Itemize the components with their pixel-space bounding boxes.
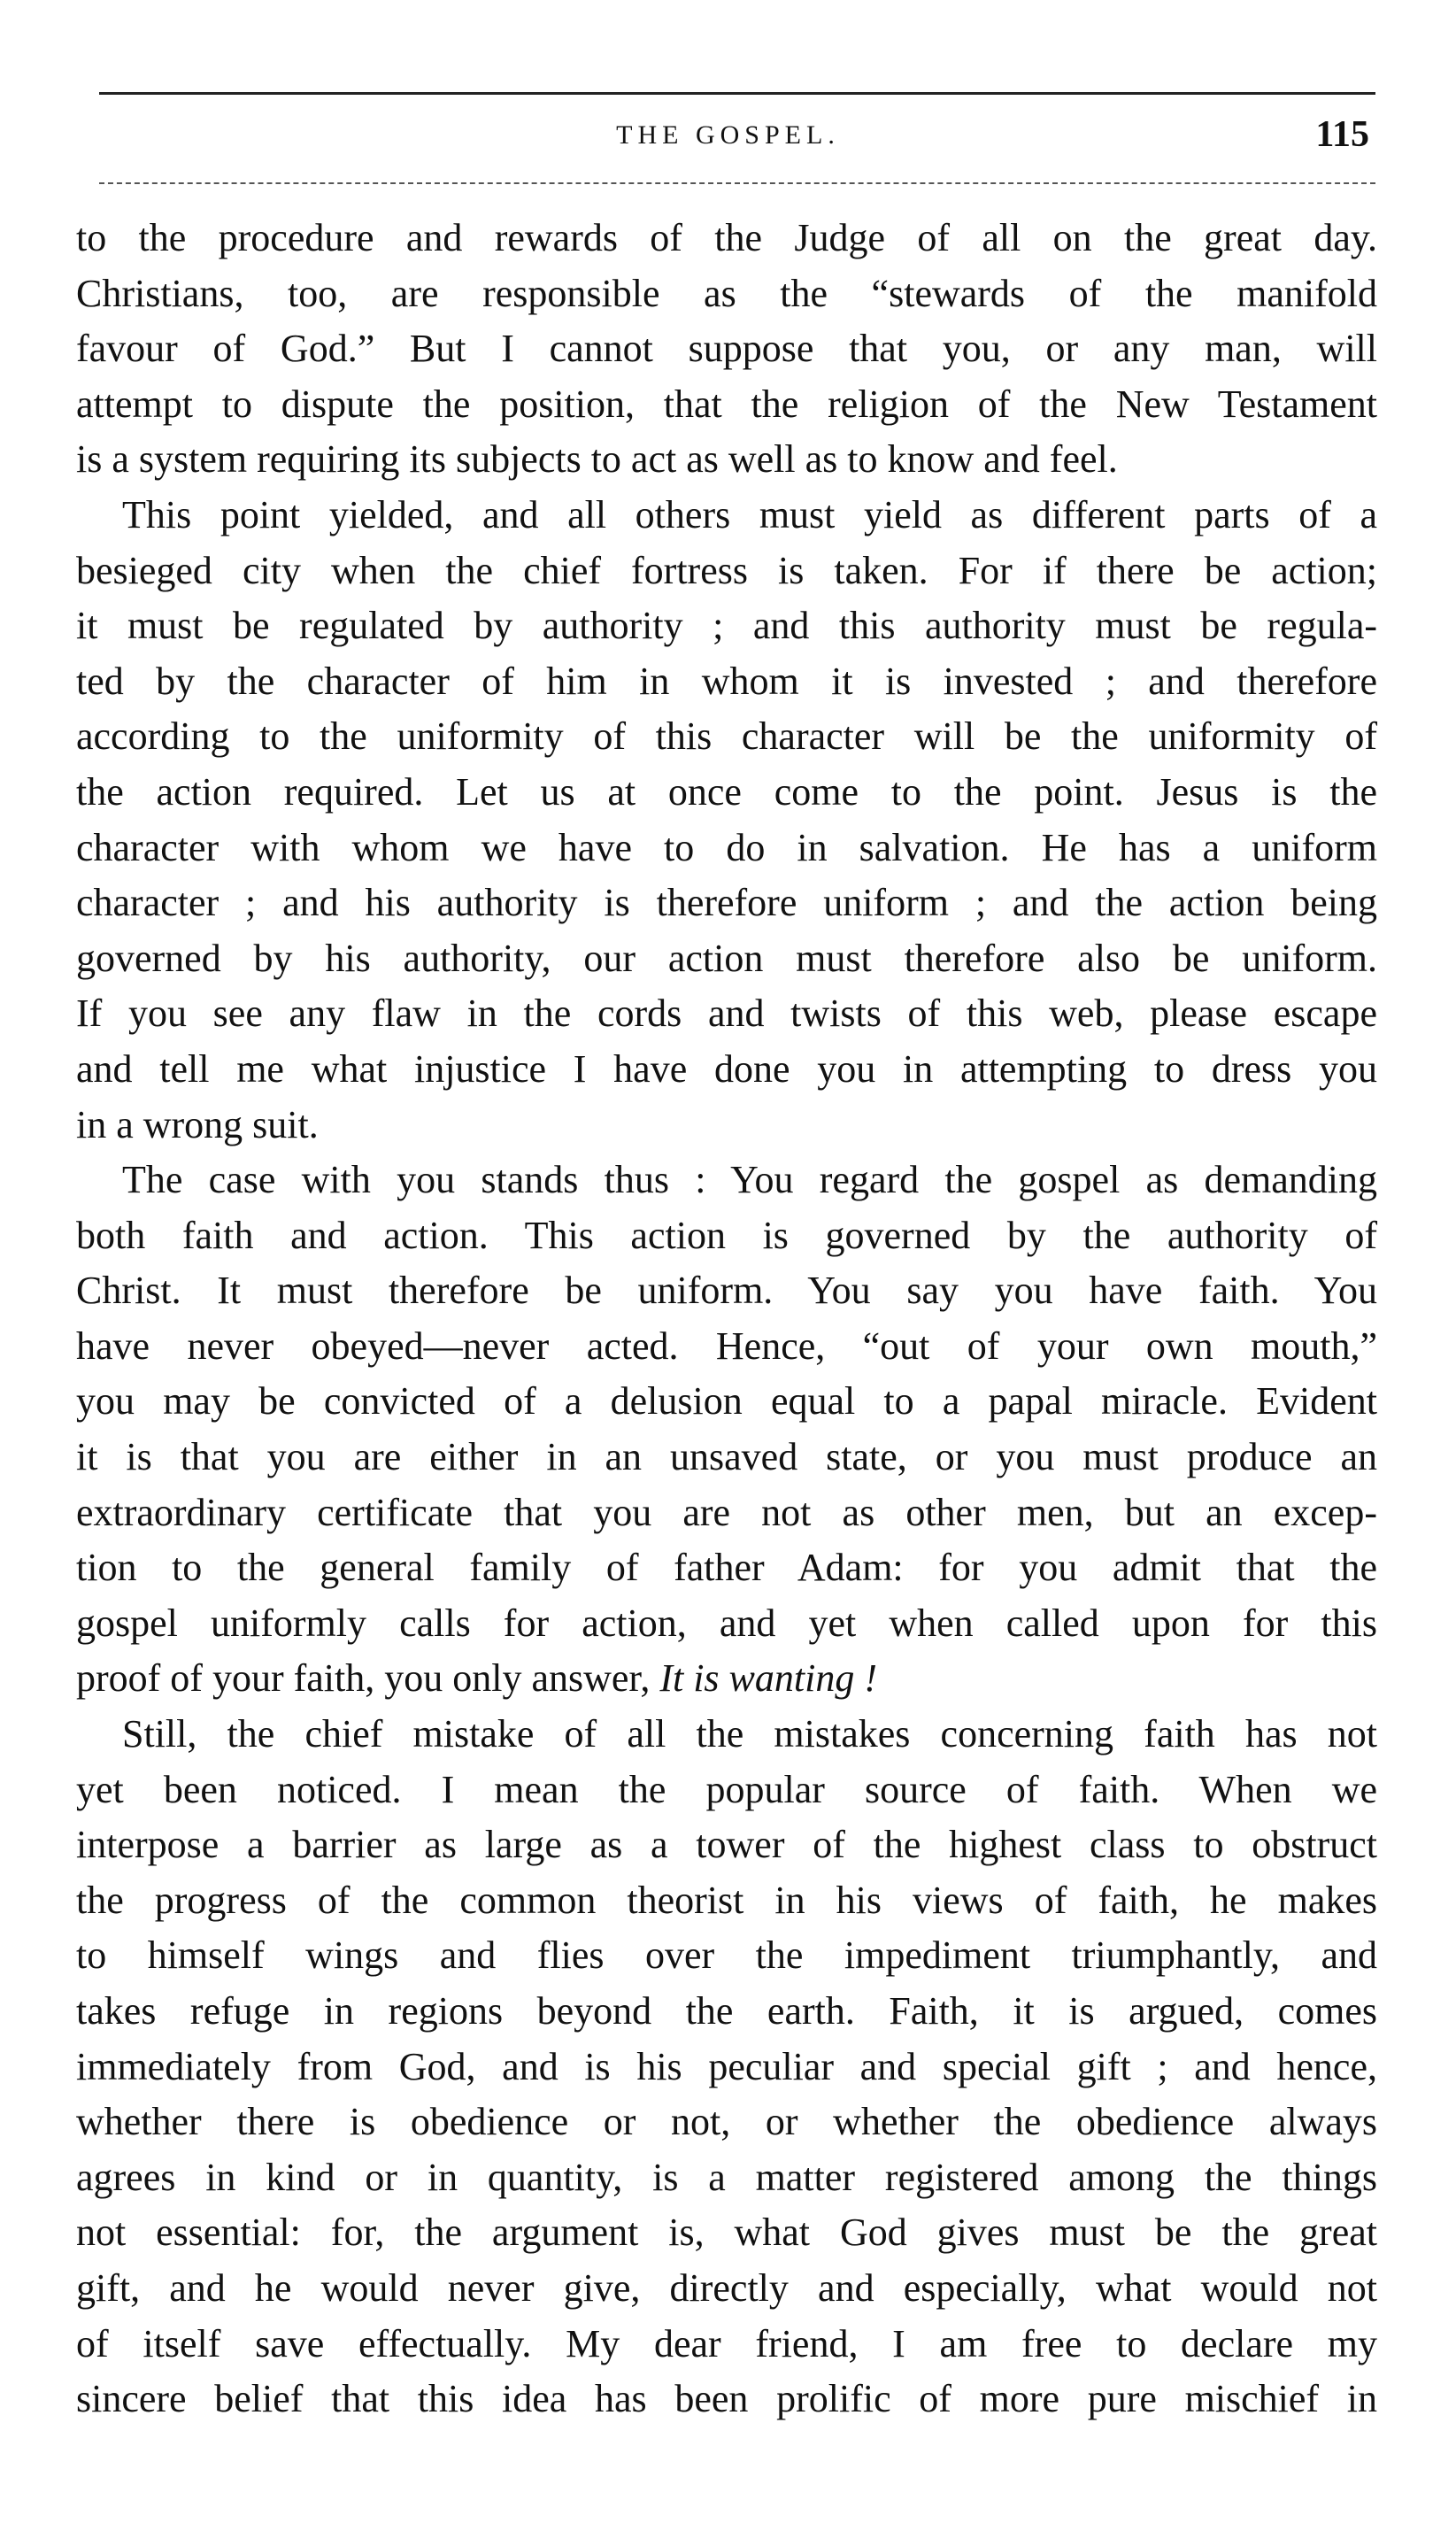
text-line: the progress of the common theorist in his views of faith, he makes	[76, 1878, 1377, 1922]
text-line: to the procedure and rewards of the Judge of all on the great day.	[76, 216, 1377, 259]
header-rule-bottom	[99, 182, 1375, 184]
text-line: both faith and action. This action is governed by the authority of	[76, 1213, 1377, 1257]
text-line: attempt to dispute the position, that the religion of the New Testament	[76, 382, 1377, 426]
header-rule-top	[99, 92, 1375, 95]
text-line: gift, and he would never give, directly and especially, what would not	[76, 2265, 1377, 2310]
running-head	[0, 113, 1456, 166]
text-line: tion to the general family of father Adam: for you admit that the	[76, 1546, 1377, 1590]
text-line: character ; and his authority is therefore uniform ; and the action being	[76, 881, 1377, 925]
text-line: interpose a barrier as large as a tower of the highest class to obstruct	[76, 1823, 1377, 1867]
text-line: according to the uniformity of this character will be the uniformity of	[76, 714, 1377, 759]
body-text	[76, 211, 1377, 2427]
text-line: proof of your faith, you only answer, It is wanting !	[76, 1656, 877, 1701]
text-line: is a system requiring its subjects to act as well as to know and feel.	[76, 437, 1118, 482]
text-line: character with whom we have to do in salvation. He has a uniform	[76, 825, 1377, 869]
text-line: favour of God.” But I cannot suppose that you, or any man, will	[76, 327, 1377, 371]
text-line: it is that you are either in an unsaved state, or you must produce an	[76, 1435, 1377, 1479]
text-line: gospel uniformly calls for action, and yet when called upon for this	[76, 1601, 1377, 1645]
text-line: have never obeyed—never acted. Hence, “out of your own mouth,”	[76, 1323, 1377, 1368]
text-line: the action required. Let us at once come to the point. Jesus is the	[76, 769, 1377, 814]
text-line: you may be convicted of a delusion equal to a papal miracle. Evident	[76, 1379, 1377, 1424]
running-title: THE GOSPEL.	[616, 120, 840, 150]
text-line: immediately from God, and is his peculiar and special gift ; and hence,	[76, 2044, 1377, 2088]
text-line: This point yielded, and all others must yield as different parts of a	[122, 492, 1377, 536]
emphasis-text: It is wanting !	[659, 1656, 877, 1701]
text-line: Christ. It must therefore be uniform. You say you have faith. You	[76, 1269, 1377, 1313]
text-line: and tell me what injustice I have done you in attempting to dress you	[76, 1046, 1377, 1091]
text-line: ted by the character of him in whom it is invested ; and therefore	[76, 659, 1377, 703]
text-line: The case with you stands thus : You regard the gospel as demanding	[122, 1158, 1377, 1202]
text-line: it must be regulated by authority ; and this authority must be regula-	[76, 604, 1377, 648]
text-line: takes refuge in regions beyond the earth. Faith, it is argued, comes	[76, 1989, 1377, 2033]
text-line: sincere belief that this idea has been prolific of more pure mischief in	[76, 2377, 1377, 2421]
text-line: besieged city when the chief fortress is taken. For if there be action;	[76, 548, 1377, 592]
text-line: in a wrong suit.	[76, 1102, 319, 1146]
text-line: agrees in kind or in quantity, is a matter registered among the things	[76, 2155, 1377, 2199]
text-line: whether there is obedience or not, or whether the obedience always	[76, 2100, 1377, 2144]
text-line: of itself save effectually. My dear friend, I am free to declare my	[76, 2321, 1377, 2365]
text-line: to himself wings and flies over the impediment triumphantly, and	[76, 1933, 1377, 1978]
text-line: extraordinary certificate that you are not as other men, but an excep-	[76, 1490, 1377, 1534]
text-line: yet been noticed. I mean the popular source of faith. When we	[76, 1767, 1377, 1811]
text-line: Christians, too, are responsible as the “stewards of the manifold	[76, 271, 1377, 315]
page-number: 115	[1315, 114, 1369, 155]
text-line: governed by his authority, our action must therefore also be uniform.	[76, 936, 1377, 980]
text-line: not essential: for, the argument is, what God gives must be the great	[76, 2211, 1377, 2255]
text-line: Still, the chief mistake of all the mistakes concerning faith has not	[122, 1712, 1377, 1756]
text-line: If you see any flaw in the cords and twists of this web, please escape	[76, 992, 1377, 1036]
